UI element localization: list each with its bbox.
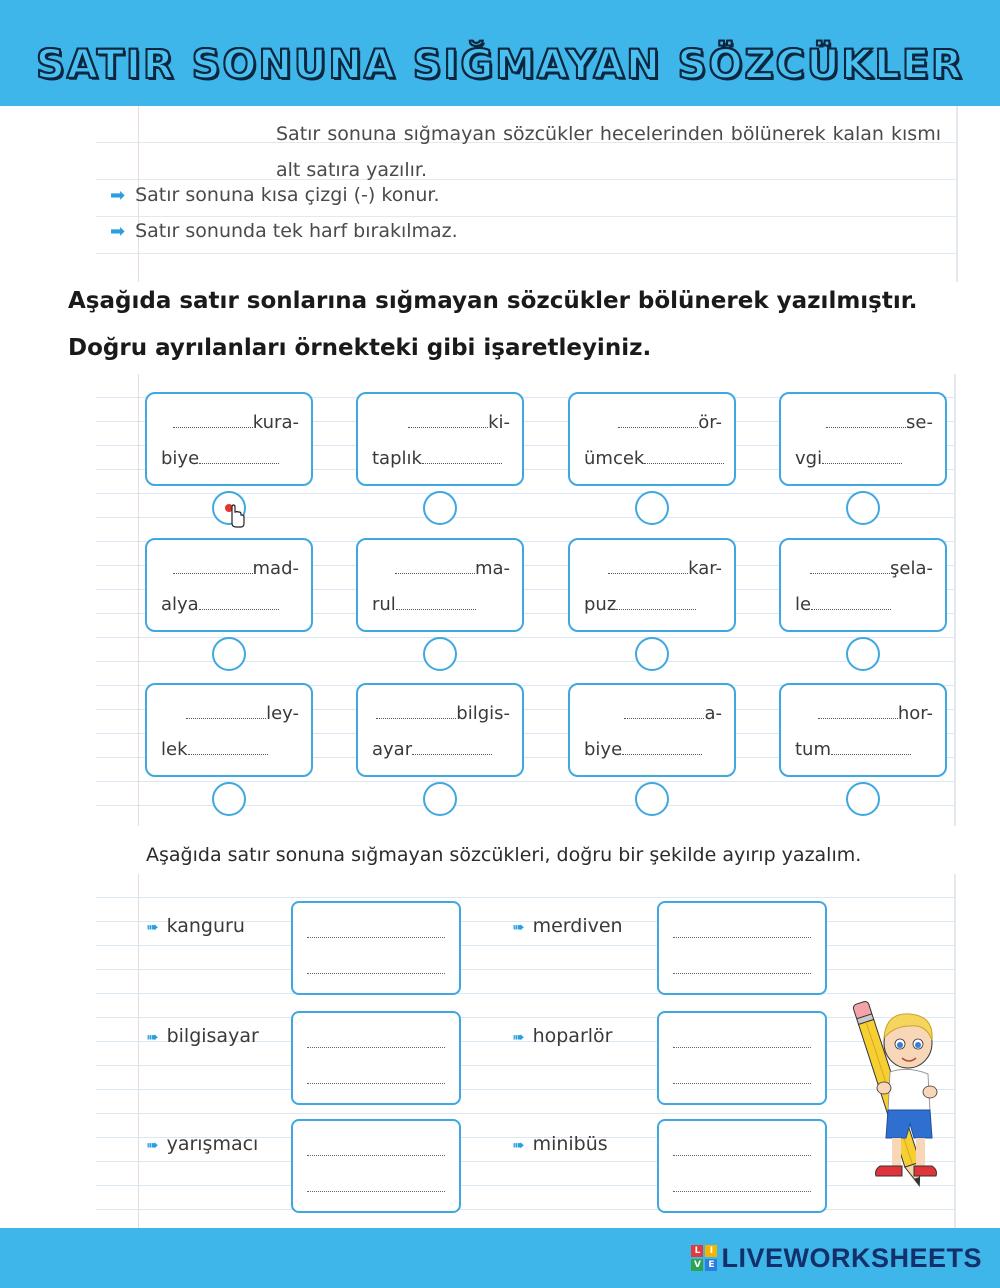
dotted-line [673,1191,811,1192]
card-line-top [793,703,933,724]
answer-circle[interactable] [635,491,669,525]
liveworksheets-logo[interactable] [691,1242,982,1274]
card-line-bottom [795,594,891,615]
answer-circle[interactable] [635,782,669,816]
answer-circle[interactable] [846,491,880,525]
brand-name: LIVEWORKSHEETS [721,1242,982,1273]
card-bottom-text: biye [161,448,200,469]
card-bottom-text: alya [161,594,199,615]
dotted-line [608,569,688,574]
card-line-top [793,558,933,579]
card-line-top [159,703,299,724]
card-bottom-text: tum [795,739,831,760]
boy-with-pencil-illustration [850,988,942,1196]
dotted-line [408,423,488,428]
dotted-line [826,423,906,428]
arrow-icon: ➠ [512,1136,525,1154]
word-card [779,683,947,777]
margin-line [138,374,139,826]
word-item [512,1025,612,1047]
card-line-top [582,558,722,579]
word-text: bilgisayar [166,1025,259,1047]
answer-circle[interactable] [212,782,246,816]
card-line-top [582,412,722,433]
card-bottom-text: lek [161,739,188,760]
card-line-top [370,703,510,724]
card-bottom-text: taplık [372,448,422,469]
bullet-text: Satır sonuna kısa çizgi (-) konur. [135,184,440,206]
dotted-line [822,459,902,464]
card-line-bottom [795,739,911,760]
answer-circle[interactable] [846,637,880,671]
info-box [96,106,958,282]
card-top-text: bilgis- [456,703,510,724]
dotted-line [173,569,253,574]
word-item [146,1025,259,1047]
rule-bullet-2 [110,220,458,242]
dotted-line [624,714,704,719]
dotted-line [199,605,279,610]
card-line-bottom [372,594,476,615]
card-top-text: a- [704,703,722,724]
card-bottom-text: vgi [795,448,823,469]
arrow-icon: ➠ [146,1136,159,1154]
answer-input-box[interactable] [657,901,827,995]
dotted-line [673,937,811,938]
logo-tile: E [705,1259,717,1271]
word-card [145,683,313,777]
answer-input-box[interactable] [291,901,461,995]
card-top-text: ley- [266,703,299,724]
card-top-text: se- [906,412,933,433]
dotted-line [673,1047,811,1048]
dotted-line [673,973,811,974]
card-line-bottom [372,448,502,469]
word-card [356,538,524,632]
word-text: merdiven [532,915,623,937]
card-top-text: mad- [252,558,299,579]
word-item [512,1133,608,1155]
dotted-line [199,459,279,464]
dotted-line [616,605,696,610]
question2-text: Aşağıda satır sonuna sığmayan sözcükleri, doğru bir şekilde ayırıp yazalım. [146,844,862,866]
logo-tile: L [691,1245,703,1257]
page-title: SATIR SONUNA SIĞMAYAN SÖZCÜKLER [36,42,964,88]
word-card [568,683,736,777]
word-text: kanguru [166,915,245,937]
dotted-line [618,423,698,428]
dotted-line [412,750,492,755]
dotted-line [307,973,445,974]
card-line-top [793,412,933,433]
card-top-text: kura- [252,412,299,433]
card-line-top [159,412,299,433]
dotted-line [395,569,475,574]
dotted-line [307,1083,445,1084]
dotted-line [173,423,253,428]
card-bottom-text: le [795,594,812,615]
answer-circle[interactable] [423,782,457,816]
dotted-line [307,1047,445,1048]
dotted-line [188,750,268,755]
dotted-line [307,1155,445,1156]
word-card [779,392,947,486]
logo-tile: V [691,1259,703,1271]
dotted-line [831,750,911,755]
card-line-bottom [795,448,902,469]
rule-text: Satır sonuna sığmayan sözcükler hecelerinden bölünerek kalan kısmı alt satıra yazılır. [276,123,941,181]
arrow-icon: ➠ [146,918,159,936]
card-line-bottom [372,739,492,760]
dotted-line [811,605,891,610]
card-line-top [370,412,510,433]
arrow-icon: ➠ [146,1028,159,1046]
answer-input-box[interactable] [657,1011,827,1105]
dotted-line [810,569,890,574]
arrow-icon: ➠ [512,1028,525,1046]
card-top-text: hor- [897,703,933,724]
dotted-line [307,1191,445,1192]
question1-line1: Aşağıda satır sonlarına sığmayan sözcükler bölünerek yazılmıştır. [68,288,918,314]
dotted-line [818,714,898,719]
card-top-text: ör- [698,412,722,433]
card-top-text: ki- [488,412,510,433]
answer-input-box[interactable] [291,1011,461,1105]
answer-circle[interactable] [423,637,457,671]
arrow-icon: ➡ [110,185,126,206]
answer-circle[interactable] [846,782,880,816]
logo-tile: I [705,1245,717,1257]
card-bottom-text: ümcek [584,448,645,469]
dotted-line [422,459,502,464]
answer-input-box[interactable] [657,1119,827,1213]
answer-circle[interactable] [635,637,669,671]
margin-line [138,874,139,1228]
dotted-line [673,1083,811,1084]
answer-input-box[interactable] [291,1119,461,1213]
question1-line2: Doğru ayrılanları örnekteki gibi işaretleyiniz. [68,335,652,361]
word-text: hoparlör [532,1025,613,1047]
word-card [356,683,524,777]
card-top-text: kar- [688,558,722,579]
card-bottom-text: biye [584,739,623,760]
answer-circle[interactable] [423,491,457,525]
card-line-bottom [584,739,702,760]
dotted-line [622,750,702,755]
card-bottom-text: puz [584,594,617,615]
bullet-text: Satır sonunda tek harf bırakılmaz. [135,220,458,242]
card-line-bottom [161,448,279,469]
word-card [568,538,736,632]
card-line-top [370,558,510,579]
dotted-line [396,605,476,610]
arrow-icon: ➠ [512,918,525,936]
card-line-bottom [584,594,696,615]
word-text: yarışmacı [166,1133,259,1155]
arrow-icon: ➡ [110,221,126,242]
card-line-bottom [161,594,279,615]
answer-circle[interactable] [212,637,246,671]
card-top-text: şela- [890,558,933,579]
card-bottom-text: ayar [372,739,413,760]
word-text: minibüs [532,1133,608,1155]
logo-tiles-icon [691,1245,717,1271]
rule-bullet-1 [110,184,440,206]
word-card [145,392,313,486]
card-top-text: ma- [474,558,510,579]
card-line-top [582,703,722,724]
word-card [145,538,313,632]
word-card [356,392,524,486]
word-card [779,538,947,632]
word-item [512,915,623,937]
word-item [146,915,245,937]
dotted-line [644,459,724,464]
dotted-line [307,937,445,938]
card-bottom-text: rul [372,594,396,615]
word-item [146,1133,258,1155]
header-banner [0,0,1000,106]
dotted-line [673,1155,811,1156]
card-line-bottom [584,448,724,469]
footer-bar [0,1228,1000,1288]
dotted-line [376,714,456,719]
dotted-line [186,714,266,719]
card-line-bottom [161,739,268,760]
hand-cursor-icon [224,503,246,529]
card-line-top [159,558,299,579]
word-card [568,392,736,486]
